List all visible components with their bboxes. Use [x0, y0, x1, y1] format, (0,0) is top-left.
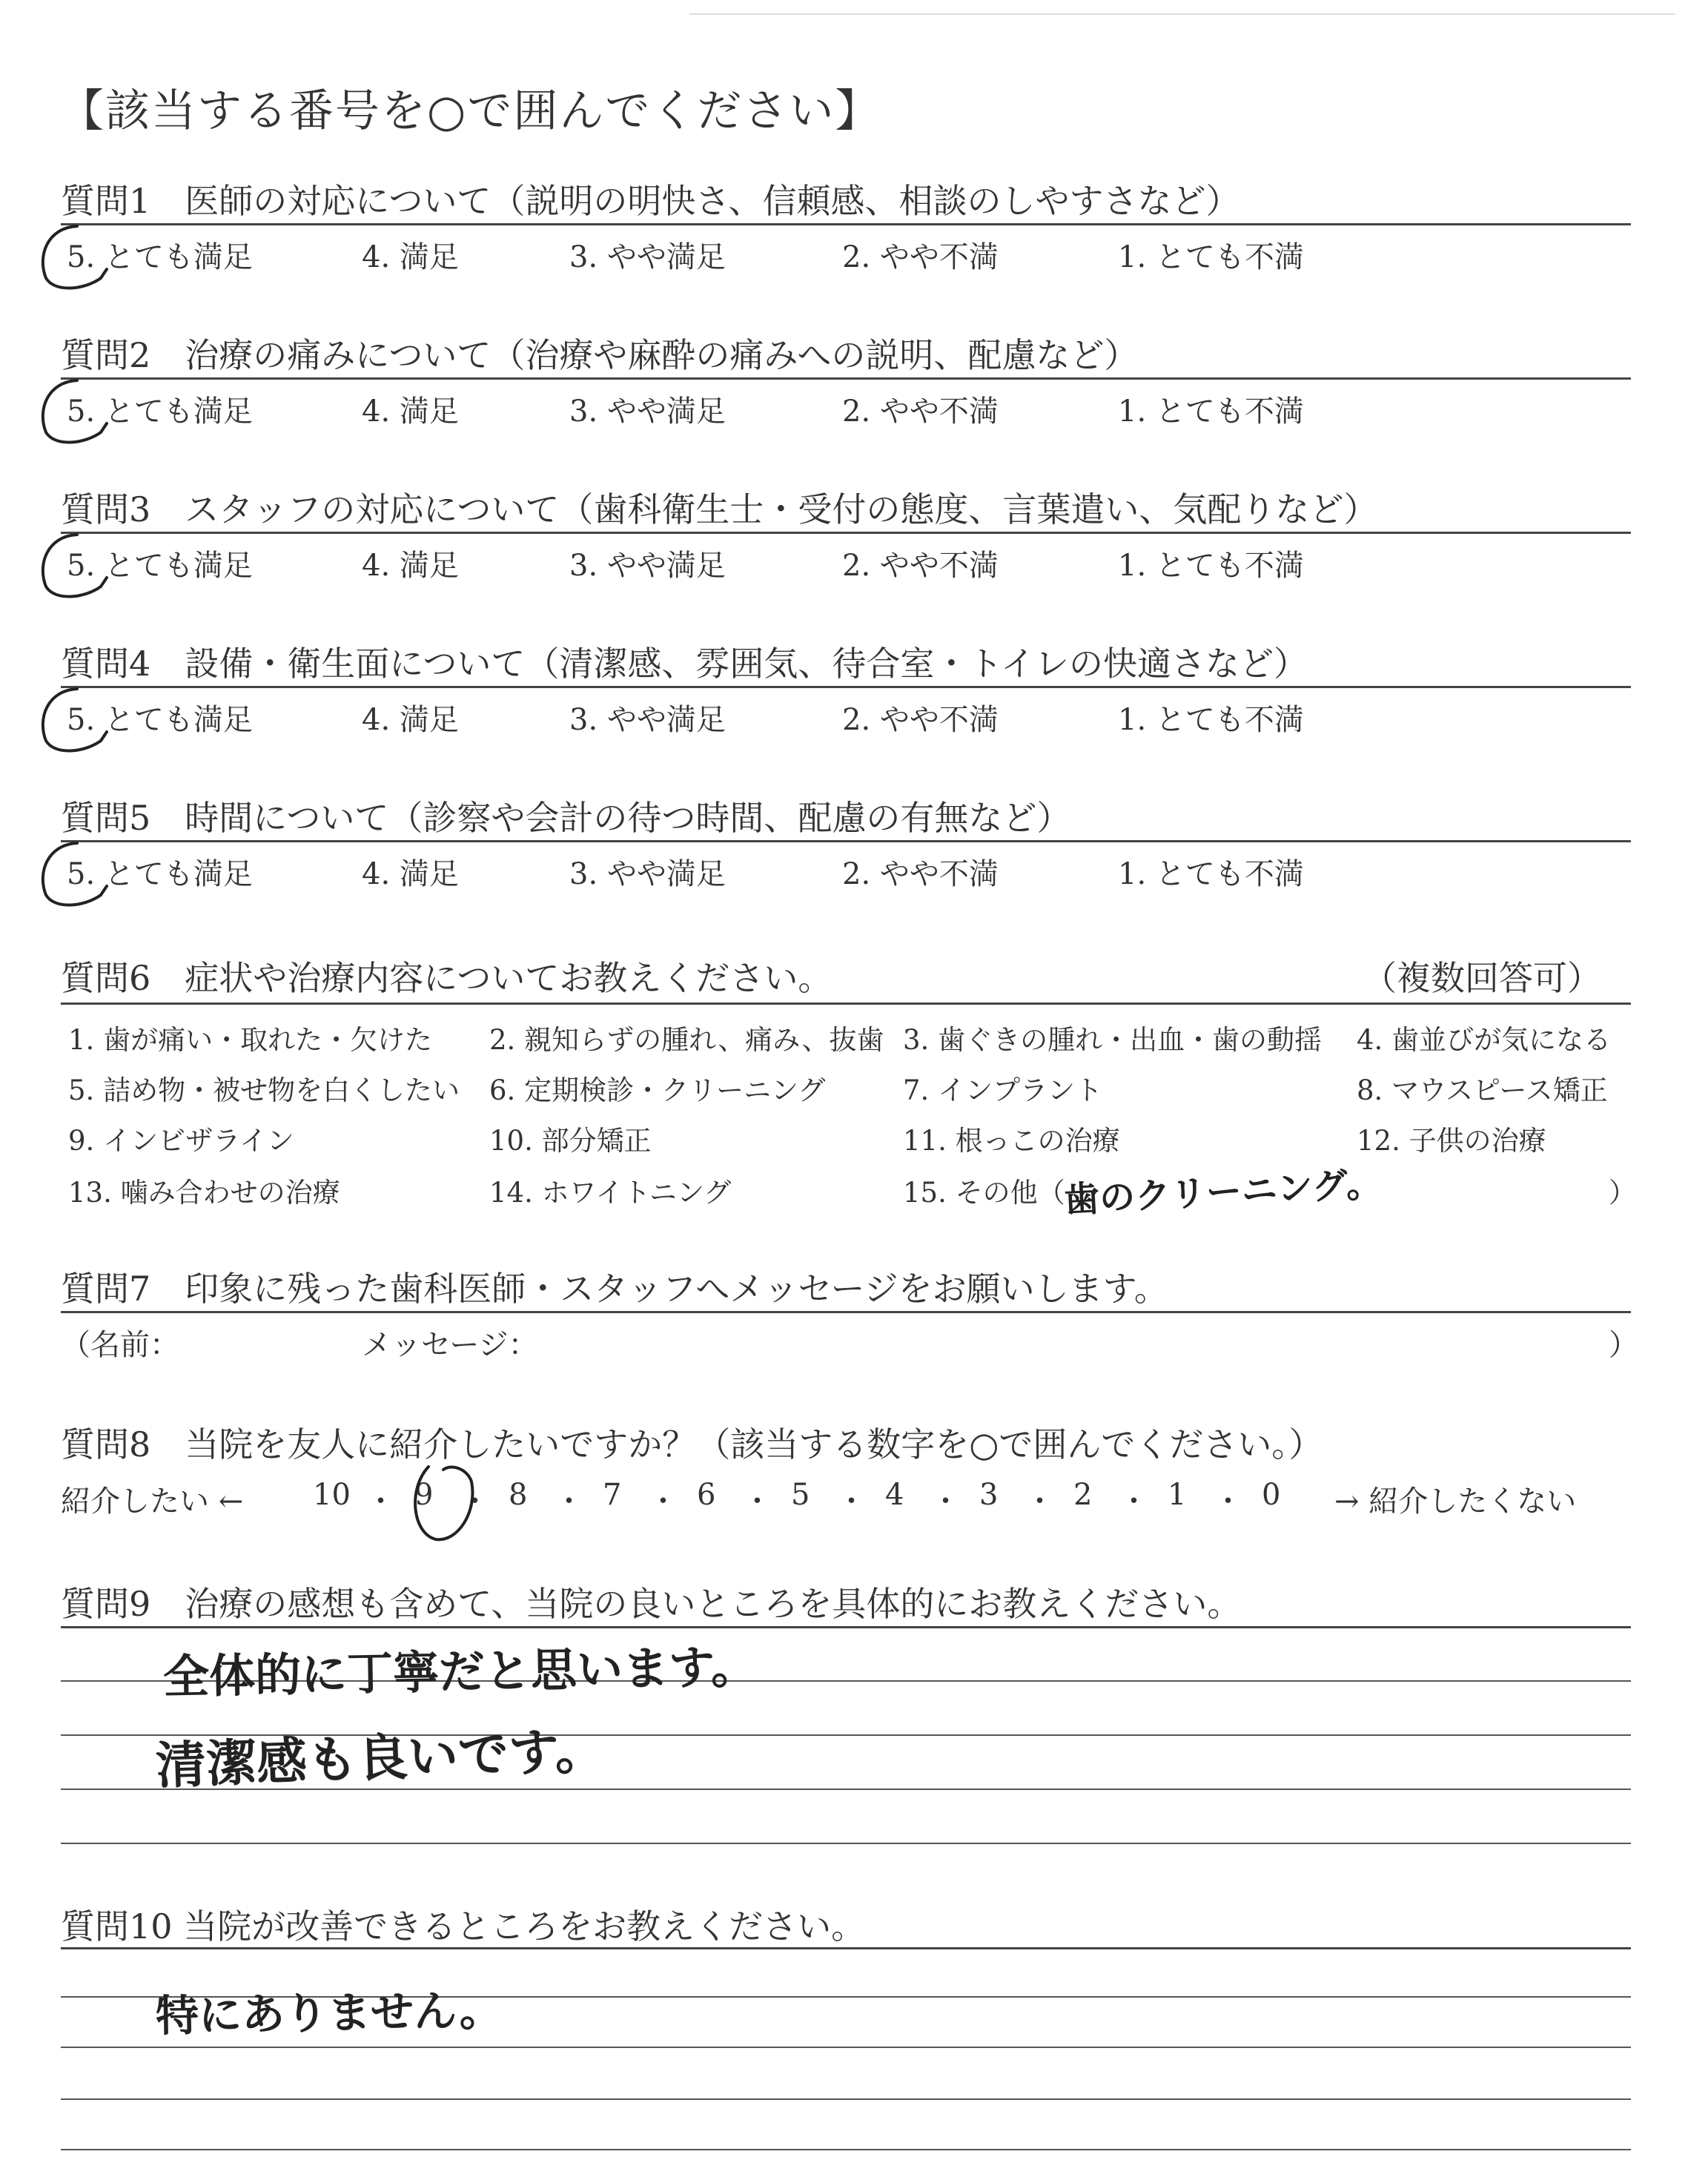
q6-other-close-paren: ）	[1609, 1177, 1636, 1209]
q8-question: 質問8 当院を友人に紹介したいですか？（該当する数字を○で囲んでください。）	[61, 1424, 1323, 1464]
q10-rule-1	[61, 1947, 1631, 1949]
q10-rule-3	[61, 2047, 1631, 2048]
q7-message-label: メッセージ：	[362, 1328, 538, 1362]
q2-option[interactable]: 2. やや不満	[842, 394, 999, 429]
q8-scale-number[interactable]: 4	[885, 1478, 904, 1512]
q8-scale-separator: ・	[460, 1484, 490, 1519]
q6-option[interactable]: 12. 子供の治療	[1357, 1125, 1546, 1157]
q8-scale-number[interactable]: 8	[509, 1478, 528, 1512]
q1-option[interactable]: 3. やや満足	[569, 240, 726, 274]
q6-option[interactable]: 1. 歯が痛い・取れた・欠けた	[68, 1024, 433, 1056]
q6-option[interactable]: 2. 親知らずの腫れ、痛み、抜歯	[489, 1024, 884, 1056]
q6-option[interactable]: 4. 歯並びが気になる	[1357, 1024, 1612, 1056]
q4-option[interactable]: 3. やや満足	[569, 703, 726, 737]
q1-rule	[61, 223, 1631, 225]
q1-answer-circle	[33, 219, 114, 300]
q3-answer-circle	[33, 527, 114, 609]
q2-option[interactable]: 5. とても満足	[67, 394, 253, 429]
q6-option[interactable]: 7. インプラント	[903, 1074, 1103, 1106]
q6-option[interactable]: 11. 根っこの治療	[903, 1125, 1120, 1157]
q8-scale-number[interactable]: 3	[979, 1478, 999, 1512]
q8-scale-separator: ・	[1213, 1484, 1243, 1519]
q6-option[interactable]: 13. 噛み合わせの治療	[68, 1177, 340, 1209]
q7-rule	[61, 1311, 1631, 1313]
q8-answer-circle	[406, 1459, 488, 1548]
q6-other-handwritten-answer: 歯のクリーニング。	[1062, 1163, 1383, 1221]
scan-edge-line	[689, 13, 1675, 15]
q6-option[interactable]: 14. ホワイトニング	[489, 1177, 732, 1209]
q8-scale-number[interactable]: 6	[697, 1478, 716, 1512]
q9-rule-1	[61, 1626, 1631, 1628]
q9-question: 質問9 治療の感想も含めて、当院の良いところを具体的にお教えください。	[61, 1584, 1242, 1624]
q4-question: 質問4 設備・衛生面について（清潔感、雰囲気、待合室・トイレの快適さなど）	[61, 644, 1308, 684]
q4-answer-circle	[33, 681, 114, 763]
q5-option[interactable]: 5. とても満足	[67, 857, 253, 891]
q1-option[interactable]: 4. 満足	[362, 240, 459, 274]
q4-option[interactable]: 1. とても不満	[1118, 703, 1304, 737]
q8-scale-number[interactable]: 7	[603, 1478, 622, 1512]
q3-option[interactable]: 4. 満足	[362, 549, 459, 583]
q5-option[interactable]: 2. やや不満	[842, 857, 999, 891]
q8-right-label: → 紹介したくない	[1334, 1484, 1577, 1519]
q6-option[interactable]: 10. 部分矯正	[489, 1125, 652, 1157]
q1-option[interactable]: 5. とても満足	[67, 240, 253, 274]
q8-scale-number[interactable]: 5	[791, 1478, 810, 1512]
q7-close-paren: ）	[1609, 1328, 1638, 1362]
q10-rule-5	[61, 2149, 1631, 2150]
q8-scale-separator: ・	[1025, 1484, 1055, 1519]
q7-question: 質問7 印象に残った歯科医師・スタッフへメッセージをお願いします。	[61, 1269, 1168, 1309]
q5-option[interactable]: 4. 満足	[362, 857, 459, 891]
q6-option[interactable]: 15. その他（	[903, 1177, 1065, 1209]
q3-question: 質問3 スタッフの対応について（歯科衛生士・受付の態度、言葉遣い、気配りなど）	[61, 489, 1378, 529]
q4-option[interactable]: 2. やや不満	[842, 703, 999, 737]
q1-question: 質問1 医師の対応について（説明の明快さ、信頼感、相談のしやすさなど）	[61, 181, 1240, 221]
q8-scale-separator: ・	[648, 1484, 678, 1519]
q5-answer-circle	[33, 836, 114, 917]
q6-option[interactable]: 8. マウスピース矯正	[1357, 1074, 1608, 1106]
q8-scale-number[interactable]: 2	[1073, 1478, 1093, 1512]
q10-rule-4	[61, 2098, 1631, 2100]
q2-question: 質問2 治療の痛みについて（治療や麻酔の痛みへの説明、配慮など）	[61, 335, 1139, 375]
q8-scale-number[interactable]: 1	[1168, 1478, 1187, 1512]
q8-scale-number[interactable]: 10	[313, 1478, 351, 1512]
q6-rule	[61, 1003, 1631, 1005]
q8-scale-number[interactable]: 0	[1262, 1478, 1281, 1512]
q9-answer-line-1: 全体的に丁寧だと思います。	[162, 1639, 758, 1704]
q6-multi-answer-note: （複数回答可）	[1363, 958, 1601, 998]
q8-scale-separator: ・	[742, 1484, 772, 1519]
q8-scale-separator: ・	[930, 1484, 961, 1519]
q8-scale-separator: ・	[1119, 1484, 1149, 1519]
q5-rule	[61, 840, 1631, 842]
q8-scale-separator: ・	[836, 1484, 867, 1519]
q1-option[interactable]: 1. とても不満	[1118, 240, 1304, 274]
q3-option[interactable]: 5. とても満足	[67, 549, 253, 583]
q7-name-label: （名前：	[61, 1328, 179, 1362]
q2-option[interactable]: 1. とても不満	[1118, 394, 1304, 429]
q5-option[interactable]: 1. とても不満	[1118, 857, 1304, 891]
q3-option[interactable]: 3. やや満足	[569, 549, 726, 583]
q6-question: 質問6 症状や治療内容についてお教えください。	[61, 958, 833, 998]
q2-rule	[61, 377, 1631, 380]
q6-option[interactable]: 5. 詰め物・被せ物を白くしたい	[68, 1074, 460, 1106]
q6-option[interactable]: 6. 定期検診・クリーニング	[489, 1074, 826, 1106]
q3-option[interactable]: 1. とても不満	[1118, 549, 1304, 583]
q3-option[interactable]: 2. やや不満	[842, 549, 999, 583]
q1-option[interactable]: 2. やや不満	[842, 240, 999, 274]
q3-rule	[61, 532, 1631, 534]
q4-option[interactable]: 5. とても満足	[67, 703, 253, 737]
q9-rule-5	[61, 1843, 1631, 1844]
q8-left-label: 紹介したい ←	[61, 1484, 244, 1519]
q2-option[interactable]: 4. 満足	[362, 394, 459, 429]
q10-answer-line-1: 特にありません。	[155, 1984, 503, 2041]
q9-answer-line-2: 清潔感も良いです。	[154, 1721, 606, 1796]
q8-scale-number[interactable]: 9	[414, 1478, 434, 1512]
q4-option[interactable]: 4. 満足	[362, 703, 459, 737]
q4-rule	[61, 686, 1631, 688]
q6-option[interactable]: 9. インビザライン	[68, 1125, 294, 1157]
q10-question: 質問10 当院が改善できるところをお教えください。	[61, 1906, 866, 1946]
q5-question: 質問5 時間について（診察や会計の待つ時間、配慮の有無など）	[61, 798, 1071, 838]
q6-option[interactable]: 3. 歯ぐきの腫れ・出血・歯の動揺	[903, 1024, 1323, 1056]
q8-scale-separator: ・	[365, 1484, 396, 1519]
page-title: 【該当する番号を○で囲んでください】	[59, 85, 881, 137]
q2-option[interactable]: 3. やや満足	[569, 394, 726, 429]
q5-option[interactable]: 3. やや満足	[569, 857, 726, 891]
q2-answer-circle	[33, 373, 114, 455]
q8-scale-separator: ・	[554, 1484, 584, 1519]
